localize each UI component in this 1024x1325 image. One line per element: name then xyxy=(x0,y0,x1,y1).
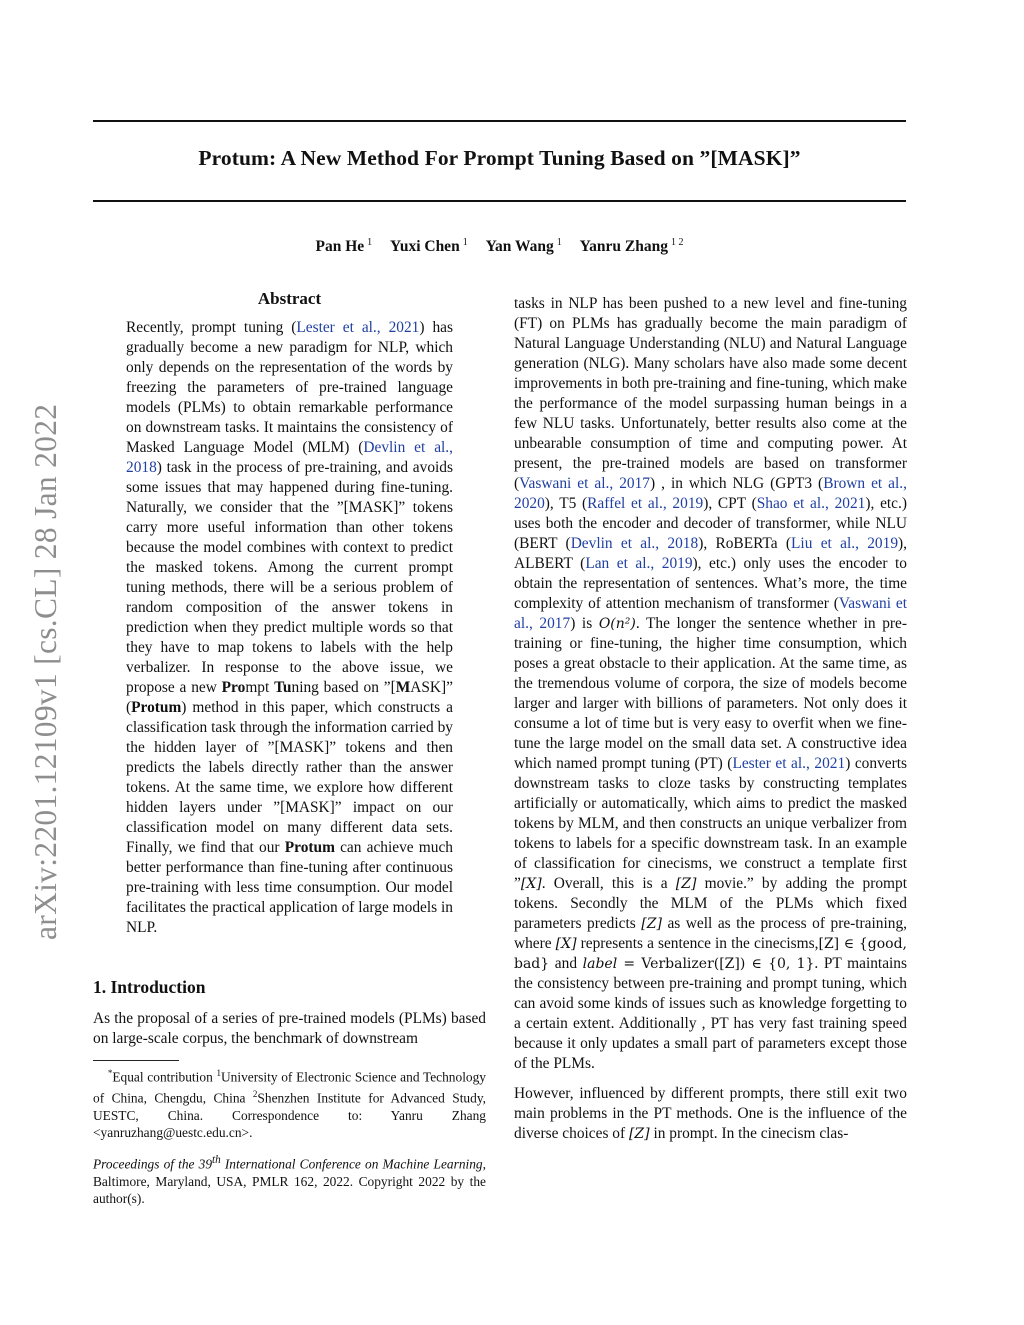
citation-link[interactable]: Lan et al., 2019 xyxy=(585,555,693,572)
author-name: Yuxi Chen xyxy=(390,238,460,256)
citation-link[interactable]: Vaswani et al., 2017 xyxy=(514,595,907,632)
paragraph: tasks in NLP has been pushed to a new level and fine-tuning (FT) on PLMs has gradually become the main paradigm of Natural Language Understanding (NLU) and Natural Language generation (NLG). Many scholars have also made some decent improvements in both pre-training and fine-tuning, which make the performance of the model surpassing human beings in a few NLU tasks. Unfortunately, better results also come at the unbearable consumption of time and computing power. At present, the pre-trained models are based on transformer (Vaswani et al., 2017) , in which NLG (GPT3 (Brown et al., 2020), T5 (Raffel et al., 2019), CPT (Shao et al., 2021), etc.) uses both the encoder and decoder of transformer, while NLU (BERT (Devlin et al., 2018), RoBERTa (Liu et al., 2019), ALBERT (Lan et al., 2019), etc.) only uses the encoder to obtain the representation of sentences. What’s more, the time complexity of attention mechanism of transformer (Vaswani et al., 2017) is O(n²). The longer the sentence whether in pre-training or fine-tuning, the higher time consumption, which poses a great obstacle to their application. At the same time, as the tremendous volume of corpora, the size of models become larger and larger with billions of parameters. Not only does it consume a lot of time but is very easy to overfit when we fine-tune the large model on the small data set. A constructive idea which named prompt tuning (PT) (Lester et al., 2021) converts downstream tasks to cloze tasks by constructing templates artificially or automatically, which aims to predict the masked tokens by MLM, and then constructs an unique verbalizer from tokens to labels for a specific downstream task. In an example of classification for cinecisms, we construct a template first ”[X]. Overall, this is a [Z] movie.” by adding the prompt tokens. Secondly the MLM of the PLMs which fixed parameters predicts [Z] as well as the process of pre-training, where [X] represents a sentence in the cinecisms,[Z] ∈ {good, bad} and label = Verbalizer([Z]) ∈ {0, 1}. PT maintains the consistency between pre-training and prompt tuning, which can avoid some kinds of issues such as knowledge forgetting to a certain extent. Additionally , PT has very fast training speed because it only updates a small part of parameters except those of the PLMs. xyxy=(514,295,907,1072)
math-expression: = Verbalizer([Z]) ∈ {0, 1} xyxy=(617,956,815,972)
math-expression: [Z] xyxy=(628,1126,650,1142)
title-rule-bottom xyxy=(93,200,906,202)
math-expression: [X] xyxy=(555,936,577,952)
author xyxy=(316,238,373,255)
introduction-body-text: As the proposal of a series of pre-trained models (PLMs) based on large-scale corpus, the benchmark of downstream xyxy=(93,1010,486,1047)
author xyxy=(390,238,468,255)
citation-link[interactable]: Shao et al., 2021 xyxy=(756,495,866,512)
citation-link[interactable]: Brown et al., 2020 xyxy=(514,475,907,512)
author-affiliation: 1 2 xyxy=(670,237,684,248)
author-list xyxy=(93,237,906,256)
proceedings-footnote: Proceedings of the 39th International Conference on Machine Learning, Baltimore, Maryland, USA, PMLR 162, 2022. Copyright 2022 by the author(s). xyxy=(93,1153,486,1207)
author-affiliation: 1 xyxy=(462,237,468,248)
abstract-heading: Abstract xyxy=(257,289,322,308)
abstract-body: Recently, prompt tuning (Lester et al., 2021) has gradually become a new paradigm for NLP, which only depends on the representation of the words by freezing the parameters of pre-trained language models (PLMs) to obtain remarkable performance on downstream tasks. It maintains the consistency of Masked Language Model (MLM) (Devlin et al., 2018) task in the process of pre-training, and avoids some issues that may happened during fine-tuning. Naturally, we consider that the ”[MASK]” tokens carry more useful information than other tokens because the model combines with context to predict the masked tokens. Among the current prompt tuning methods, there will be a serious problem of random composition of the answer tokens in prediction when they predict multiple words so that they have to map tokens to labels with the help verbalizer. In response to the above issue, we propose a new Prompt Tuning based on ”[MASK]” (Protum) method in this paper, which constructs a classification task through the information carried by the hidden layer of ”[MASK]” tokens and then predicts the labels directly rather than the answer tokens. At the same time, we explore how different hidden layers under ”[MASK]” impact on our classification model on many different data sets. Finally, we find that our Protum can achieve much better performance than fine-tuning after continuous pre-training with less time consumption. Our model facilitates the practical application of large models in NLP. xyxy=(126,319,453,936)
citation-link[interactable]: Liu et al., 2019 xyxy=(791,535,899,552)
author-name: Yan Wang xyxy=(485,238,554,256)
math-expression: [Z] xyxy=(641,916,662,932)
arxiv-identifier-stamp: arXiv:2201.12109v1 [cs.CL] 28 Jan 2022 xyxy=(28,403,63,940)
footnote-divider xyxy=(93,1060,179,1061)
math-expression: [Z] xyxy=(675,876,697,892)
citation-link[interactable]: Raffel et al., 2019 xyxy=(587,495,704,512)
footnotes xyxy=(93,1065,486,1208)
left-column xyxy=(93,288,486,1208)
author xyxy=(486,238,562,255)
method-name: Protum xyxy=(284,839,335,856)
citation-link[interactable]: Devlin et al., 2018 xyxy=(570,535,699,552)
section-heading-introduction: 1. Introduction xyxy=(93,977,206,997)
author-name: Yanru Zhang xyxy=(579,238,668,256)
paper-title: Protum: A New Method For Prompt Tuning Based on ”[MASK]” xyxy=(198,146,801,170)
author-affiliation: 1 xyxy=(556,237,562,248)
math-expression: label xyxy=(582,956,618,972)
author xyxy=(580,238,684,255)
title-rule-top xyxy=(93,120,906,122)
math-expression: O(n²) xyxy=(598,616,636,632)
citation-link[interactable]: Devlin et al., 2018 xyxy=(126,439,453,476)
citation-link[interactable]: Vaswani et al., 2017 xyxy=(519,475,650,492)
affiliation-footnote: *Equal contribution $^1$University of Electronic Science and Technology of China, Chengdu, China $^2$Shenzhen Institute for Advanced Study, UESTC, China. Correspondence to: Yanru Zhang <yanruzhang@uestc.edu.cn>. xyxy=(93,1068,487,1141)
method-name: Protum xyxy=(131,699,182,716)
citation-link[interactable]: Lester et al., 2021 xyxy=(732,755,846,772)
math-expression: [Z] ∈ {good, bad} xyxy=(514,936,907,972)
citation-link[interactable]: Lester et al., 2021 xyxy=(296,319,420,336)
paragraph: However, influenced by different prompts, there still exit two main problems in the PT methods. One is the influence of the diverse choices of [Z] in prompt. In the cinecism clas- xyxy=(514,1085,907,1142)
math-expression: [X] xyxy=(520,876,542,892)
author-affiliation: 1 xyxy=(367,237,373,248)
right-column xyxy=(514,294,907,1144)
author-name: Pan He xyxy=(315,238,365,256)
